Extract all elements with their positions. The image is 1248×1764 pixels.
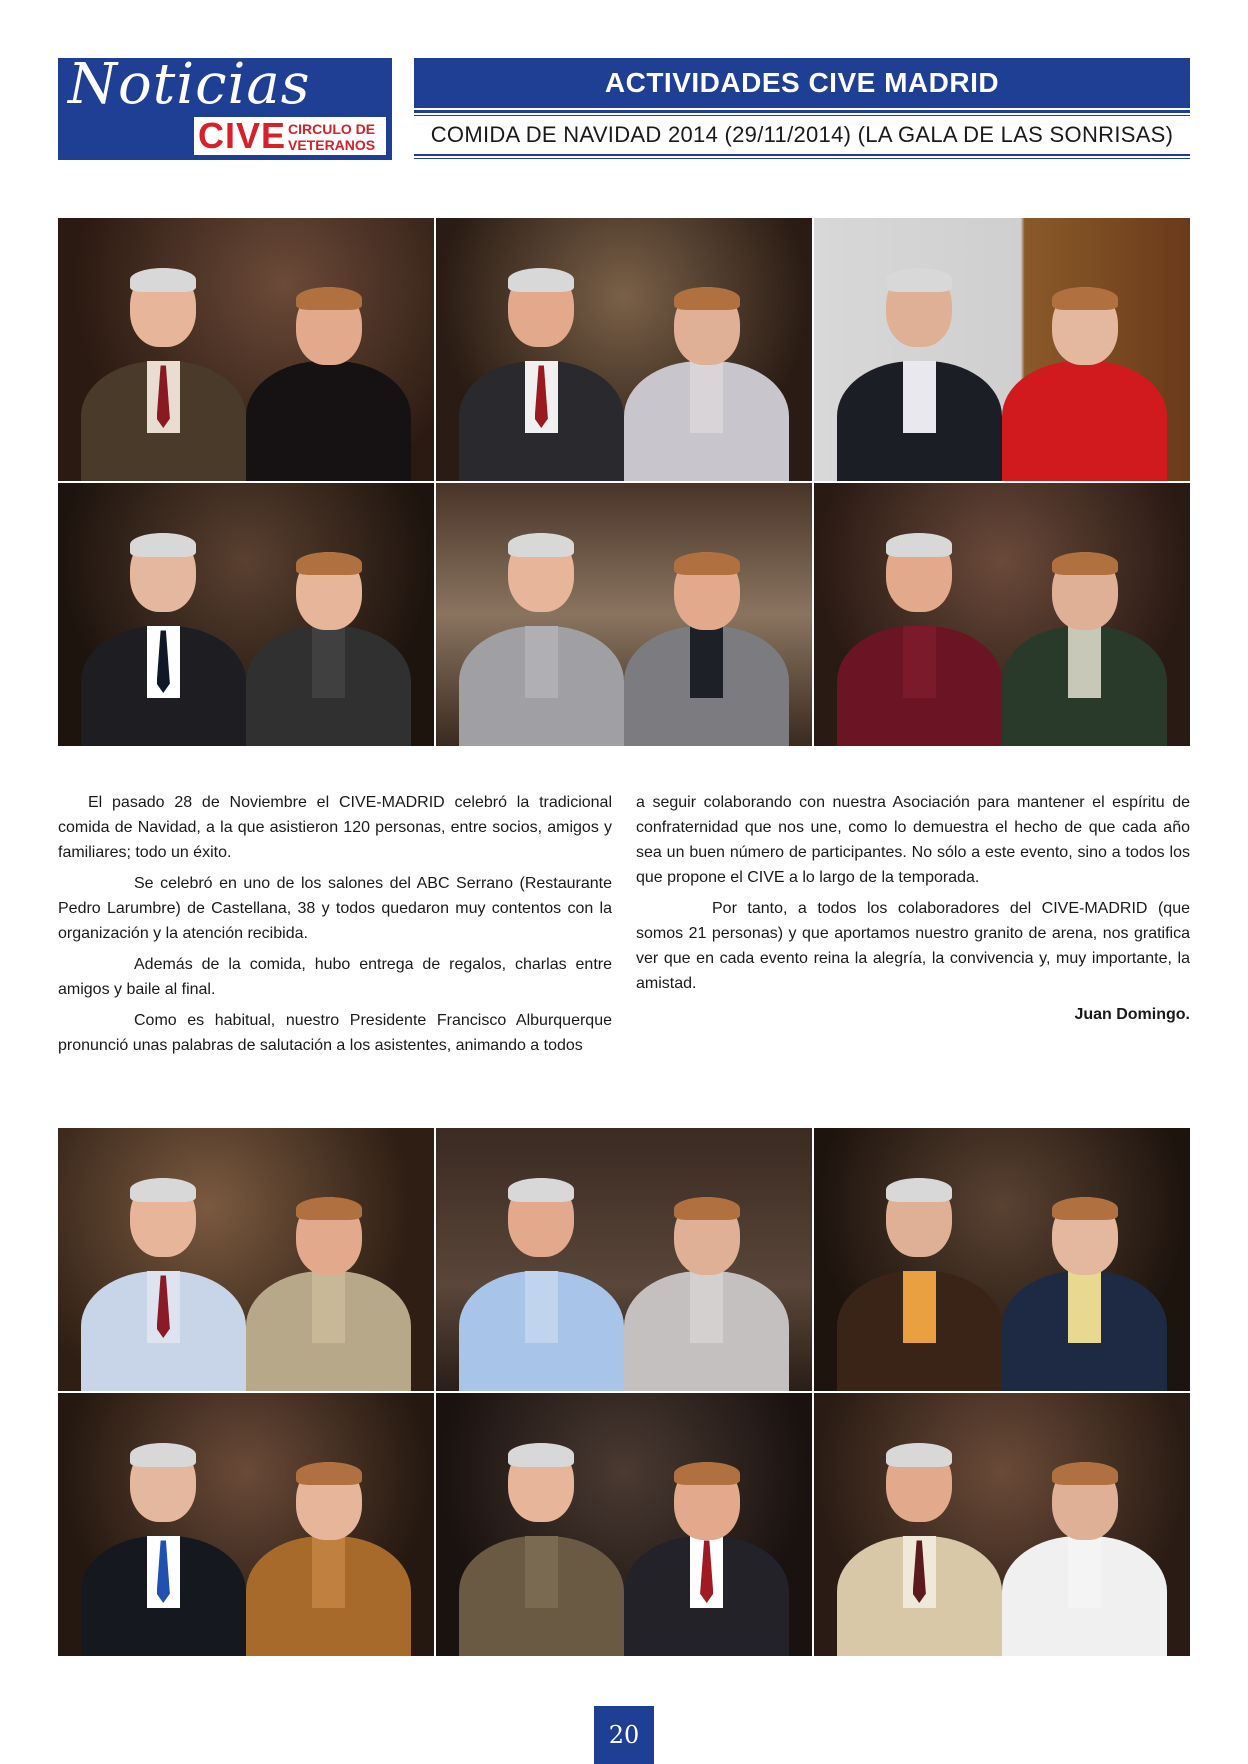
logo-subtitle-line2: VETERANOS [288, 137, 376, 153]
article-body [58, 790, 1190, 1060]
event-photo [436, 1128, 812, 1391]
header-rule-bottom [414, 154, 1190, 156]
event-photo [814, 1128, 1190, 1391]
paragraph: Por tanto, a todos los colaboradores del CIVE-MADRID (que somos 21 personas) y que aportamos nuestro granito de arena, nos gratifica ver que en cada evento reina la alegría, la convivencia y, muy importante, la amistad. [636, 900, 1190, 992]
event-photo [814, 218, 1190, 481]
paragraph: El pasado 28 de Noviembre el CIVE-MADRID celebró la tradicional comida de Navidad, a la que asistieron 120 personas, entre socios, amigos y familiares; todo un éxito. [58, 794, 612, 861]
paragraph: Se celebró en uno de los salones del ABC Serrano (Restaurante Pedro Larumbre) de Castellana, 38 y todos quedaron muy contentos con la organización y la atención recibida. [58, 875, 612, 942]
photo-grid-bottom [58, 1128, 1190, 1656]
header-rule-bottom-thin [414, 158, 1190, 159]
event-photo [58, 483, 434, 746]
logo-subtitle [288, 121, 375, 153]
event-photo [814, 483, 1190, 746]
paragraph: Además de la comida, hubo entrega de regalos, charlas entre amigos y baile al final. [58, 956, 612, 998]
event-photo [58, 218, 434, 481]
paragraph: a seguir colaborando con nuestra Asociación para mantener el espíritu de confraternidad que nos une, como lo demuestra el hecho de que cada año sea un buen número de participantes. No sólo a este evento, sino a todos los que propone el CIVE a lo largo de la temporada. [636, 794, 1190, 886]
article-column-right [636, 790, 1190, 1027]
logo-brand-strip [194, 117, 386, 155]
header-rule-thin [414, 115, 1190, 116]
event-photo [436, 218, 812, 481]
event-photo [436, 1393, 812, 1656]
page-number: 20 [594, 1706, 654, 1764]
author-signature: Juan Domingo. [1074, 1006, 1190, 1023]
event-photo [436, 483, 812, 746]
article-subtitle: COMIDA DE NAVIDAD 2014 (29/11/2014) (LA GALA DE LAS SONRISAS) [430, 122, 1174, 147]
noticias-cive-logo [58, 58, 392, 160]
logo-subtitle-line1: CIRCULO DE [288, 121, 376, 137]
photo-grid-top [58, 218, 1190, 746]
event-photo [58, 1128, 434, 1391]
logo-title: Noticias [68, 58, 311, 117]
logo-brand: CIVE [198, 115, 287, 156]
event-photo [58, 1393, 434, 1656]
paragraph: Como es habitual, nuestro Presidente Francisco Alburquerque pronunció unas palabras de salutación a los asistentes, animando a todos [58, 1012, 612, 1054]
event-photo [814, 1393, 1190, 1656]
header-rule-top [414, 110, 1190, 113]
section-title: ACTIVIDADES CIVE MADRID [414, 58, 1190, 108]
article-column-left [58, 790, 612, 1064]
